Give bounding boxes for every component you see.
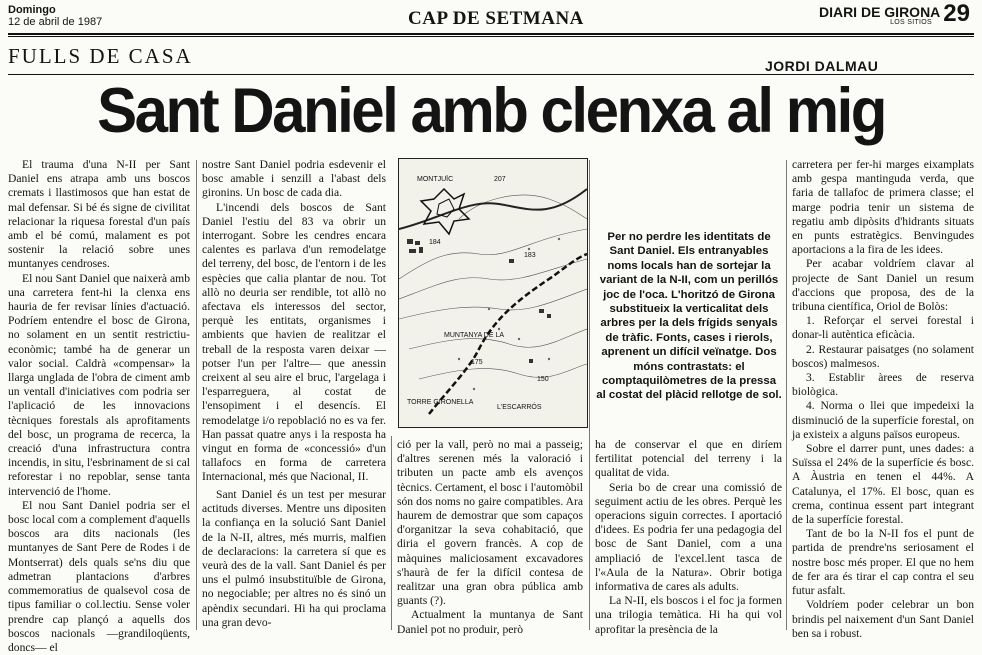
paragraph: 3. Establir àrees de reserva biològica. [792,371,974,399]
paragraph: ha de conservar el que en diríem fertilitat potencial del terreny i la qualitat de vida. [595,438,782,480]
paragraph: Actualment la muntanya de Sant Daniel pot no produir, però [397,608,583,636]
paragraph: L'incendi dels boscos de Sant Daniel l'estiu del 83 va obrir un interrogant. Sobre les cendres encara calentes es parlava d'un remodelatge del terreny, del bosc, de l'entorn i de les espècies que calia plantar de nou. Tot allò no deuria ser rendible, tot allò no afectava els interessos del sector, perquè les entitats, organismes i ambients que havien de realitzar el treball de la resposta varen deixar —potser l'un per l'altre— que anessin creixent al seu aire el bruc, l'argelaga i l'esparreguera, al costat de l'ensopiment i el desencís. El remodelatge i/o repoblació no es va fer. Han passat quatre anys i la resposta ha vingut en forma de «concessió» d'un tallafocs en forma de carretera Internacional, més que Nacional, II. [202,200,386,484]
map-label: 184 [429,239,441,246]
paragraph: Seria bo de crear una comissió de seguiment actiu de les obres. Perquè les operacions siguin correctes. I aportació d'idees. Es podria fer una pedagogia del bosc de Sant Daniel, com a una ampliació de l'excel.lent tasca de l'«Aula de la Natura». Obrir botiga informativa de cares als adults. [595,480,782,594]
map-label: 175 [471,359,483,366]
section-title: CAP DE SETMANA [408,8,584,29]
column-rule [786,160,787,630]
header-day: Domingo [8,4,56,16]
column-rule [391,436,392,630]
paragraph: La N-II, els boscos i el foc ja formen una trilogia temàtica. Hi ha qui vol aprofitar la presència de la [595,594,782,636]
map-label: 207 [494,176,506,183]
header-date: 12 de abril de 1987 [8,16,103,28]
column-rule [589,160,590,630]
map-label: MONTJUÏC [417,176,454,183]
paragraph: Sobre el darrer punt, unes dades: a Suïssa el 24% de la superfície és bosc. A Àustria en tenen el 44%. A Catalunya, el 17%. El bosc, quan es crema, continua essent part integrant de la superfície forestal. [792,442,974,527]
paragraph: El trauma d'una N-II per Sant Daniel ens atrapa amb uns boscos cremats i llastimosos que han estat de mal defensar. Si bé és signe de civilitat relacionar la riquesa forestal d'un país amb el bé comú, malament es pot sostenir la relació sobre unes muntanyes cendroses. [8,158,190,271]
map-label: TORRE GIRONELLA [407,399,474,406]
paragraph: Tant de bo la N-II fos el punt de partida de prendre'ns seriosament el nostre bosc més proper. El que no hem de fer ara és tirar el cap contra el seu futur asfalt. [792,527,974,598]
paragraph: El nou Sant Daniel que naixerà amb una carretera fent-hi la clenxa ens hauria de fer revisar línies d'actuació. Podríem entendre el bosc de Girona, no solament en un sentit restrictiu-econòmic; també ha de generar un valor social. Caldrà «compensar» la llarga unglada de l'obra de ciment amb un ventall d'iniciatives com podria ser l'aplicació de les innovacions tècniques forestals als aprofitaments del bosc, un programa de recerca, la creació d'una infrastructura contra incendis, in situ, l'esbrinament de si cal reforestar i no repoblar, sense tanta intervenció de l'home. [8,271,190,498]
header-rule-thin [8,36,974,37]
body-column-5 [792,158,974,641]
column-rule [196,160,197,630]
paragraph: 1. Reforçar el servei forestal i donar-li autèntica eficàcia. [792,314,974,342]
paragraph: 2. Restaurar paisatges (no solament boscos) malmesos. [792,342,974,370]
map-illustration [398,158,588,428]
body-column-1 [8,158,190,655]
header-date-block [8,4,102,28]
paragraph: Voldríem poder celebrar un bon brindis pel naixement d'un Sant Daniel ben sa i robust. [792,598,974,640]
kicker: FULLS DE CASA [8,44,193,68]
paragraph: Per acabar voldríem clavar al projecte de Sant Daniel un resum d'accions que proposa, des de la tribuna científica, Oriol de Bolòs: [792,257,974,314]
paragraph: Sant Daniel és un test per mesurar actituds diverses. Mentre uns dipositen la confiança en la solució Sant Daniel de la N-II, altres, més murris, malfien de declaracions: la carretera sí que es veurà des de la vall. Sant Daniel és per uns el pulmó insubstituïble de Girona, no negociable; per altres no és sinó un apèndix secundari. Hi ha qui proclama una gran devo- [202,488,386,629]
body-column-4 [595,438,782,637]
map-label: 150 [537,376,549,383]
paragraph: 4. Norma o llei que impedeixi la disminució de la superfície forestal, on ja existeix a alguns països europeus. [792,399,974,441]
map-label: MUNTANYA DE LA [444,332,505,339]
masthead [819,2,970,26]
map-label: L'ESCARRÓS [497,404,542,411]
subsection-label: LOS SITIOS [890,19,932,26]
page-number: 29 [943,0,970,27]
headline: Sant Daniel amb clenxa al mig [97,75,885,146]
header-rule [8,33,974,35]
paragraph: carretera per fer-hi marges eixamplats amb gespa mantinguda verda, que faria de tallafoc de primera classe; el marge podria tenir un sistema de regatiu amb dipòsits d'hidrants situats en punts estratègics. Benvingudes aportacions a la fira de les idees. [792,158,974,257]
body-column-2 [202,158,386,485]
map-label: 183 [524,252,536,259]
paragraph: nostre Sant Daniel podria esdevenir el bosc amable i senzill a l'abast dels gironins. Un bosc de cada dia. [202,158,386,200]
body-column-2-lower [202,488,386,630]
author-byline: JORDI DALMAU [765,58,879,74]
paper-name: DIARI DE GIRONA [818,4,941,20]
body-column-3 [397,438,583,637]
paragraph: ció per la vall, però no mai a passeig; d'altres serenen més la valoració i tributen un pacte amb els avenços tècnics. Certament, el bosc i l'automòbil són dos noms no gaire compatibles. Ara haurem de demostrar que som capaços d'organitzar la seva cohabitació, que diria el govern francès. A cop de màquines maliciosament excavadores s'haurà de fer la difícil contesa de realitzar una gran obra pública amb guants (?). [397,438,583,608]
pull-quote: Per no perdre les identitats de Sant Daniel. Els entranyables noms locals han de sortejar la variant de la N-II, com un perillós joc de l'oca. L'horitzó de Girona substitueix la verticalitat dels arbres per la dels frígids senyals de tràfic. Fonts, cases i rierols, aprenent un difícil veïnatge. Dos móns contrastats: el comptaquilòmetres de la pressa al costat del plàcid rellotge de sol. [596,231,782,402]
paragraph: El nou Sant Daniel podria ser el bosc local com a complement d'aquells boscos ara dits nacionals (les muntanyes de Sant Pere de Rodes i de Montserrat) dels quals se'ns diu que admetran plantacions d'arbres commemoratius de qualsevol cosa de tipus familiar o col.lectiu. Sense voler prendre cap plançó a aquells dos boscos nacionals —grandiloqüents, doncs— el [8,498,190,654]
map-drawing [399,159,587,427]
